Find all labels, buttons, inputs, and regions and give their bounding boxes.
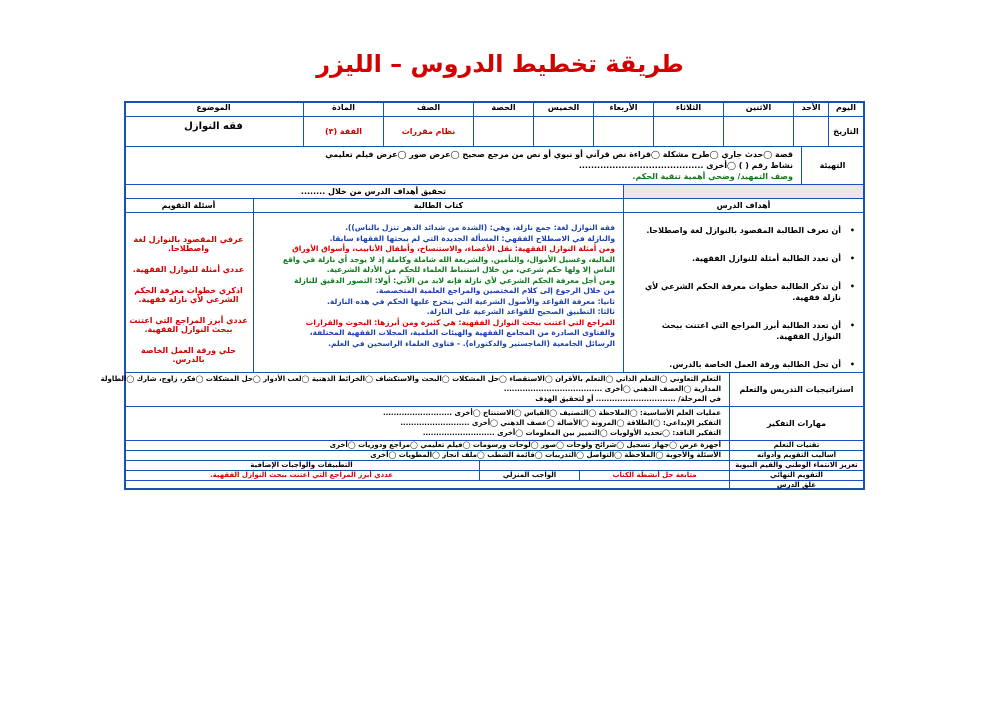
- page-title: طريقة تخطيط الدروس – الليزر: [316, 50, 684, 78]
- assessment-item: حلي ورقة العمل الخاصة بالدرس.: [140, 346, 236, 364]
- col-objectives: أهداف الدرس: [623, 199, 863, 212]
- day-sunday: الأحد: [793, 103, 828, 116]
- col-book: كتاب الطالبة: [253, 199, 623, 212]
- objective-item: • أن تعدد الطالبة أمثلة للنوازل الفقهية.: [633, 253, 855, 264]
- strategies-label: استراتيجيات التدريس والتعلم: [729, 373, 863, 406]
- objective-item: • أن تعرف الطالبة المقصود بالنوازل لغة واصطلاحا.: [633, 225, 855, 236]
- strategies-line-2: المدارية ◯العصف الذهني ◯أخرى .....................................: [503, 385, 721, 393]
- achieve-row: [126, 185, 863, 199]
- thinking-line-1: عمليات العلم الأساسية: ◯الملاحظة ◯التصنيف ◯القياس ◯الاستنتاج ◯أخرى ..........................: [382, 409, 721, 417]
- period-label: الحصة: [473, 103, 533, 116]
- closing-row: [126, 481, 863, 490]
- book-line: والفتاوى الصادرة من المجامع الفقهية والهيئات العلمية، المجلات الفقهية المختلفة،: [309, 328, 615, 337]
- assessment-item: اذكري خطوات معرفة الحكم الشرعي لأي نازلة فقهية.: [134, 286, 243, 304]
- topic-label: الموضوع: [196, 103, 231, 112]
- subject-value: الفقة (٣): [303, 117, 383, 146]
- strategies-line-3: في المرحلة/ .............................. أو لتحقيق الهدف: [535, 395, 721, 403]
- eval-methods-text: الأسئلة والأجوبة ◯الملاحظة ◯التواصل ◯التدريبات ◯قائمة الشطب ◯ملف انجاز ◯المطويات ◯أخرى: [370, 451, 721, 459]
- book-line: الناس إلا ولها حكم شرعي، من خلال استنباط العلماء للحكم من الأدلة الشرعية.: [326, 265, 615, 274]
- book-text: [263, 223, 615, 349]
- techniques-text: أجهزة عرض ◯جهاز تسجيل ◯شرائح ولوحات ◯صور ◯لوحات ورسومات ◯فيلم تعليمي ◯مراجع ودوريات ◯أخرى: [329, 441, 721, 449]
- book-line: المالية، وغسيل الأموال، والتأمين. والشريعة الله شاملة وكاملة إذ لا يوجد أي نازلة في واقع: [282, 254, 615, 264]
- objective-item: • أن تحل الطالبة ورقة العمل الخاصة بالدرس.: [633, 359, 855, 370]
- day-thursday: الخميس: [533, 103, 593, 116]
- content-row: [126, 213, 863, 373]
- assessment-item: عرفي المقصود بالنوازل لغة واصطلاحا.: [133, 235, 244, 253]
- assessment-list: [128, 235, 249, 372]
- strategies-line-1: التعلم التعاوني ◯التعلم الذاتي ◯التعلم بالأقران ◯الاستقصاء ◯حل المشكلات ◯البحث والاستكشاف ◯الخرائط الذهنية ◯لعب الأدوار ◯حل المشكلات ◯فكر، زاوج، شارك ◯الطاولة: [100, 375, 721, 383]
- book-line: ومن أجل معرفة الحكم الشرعي لأي نازلة فإنه لابد من الآتي: أولا: التصور الدقيق للنازلة: [294, 275, 615, 285]
- values-row: [126, 461, 863, 471]
- applications-label: التطبيقات والواجبات الإضافية: [250, 461, 353, 469]
- book-line: ثالثا: التطبيق الصحيح للقواعد الشرعية على النازلة.: [426, 307, 615, 316]
- book-line: الرسائل الجامعية (الماجستير والدكتوراه). - فتاوى العلماء الراسخين في العلم.: [328, 338, 615, 348]
- objective-item: • أن تذكر الطالبة خطوات معرفة الحكم الشرعي لأي نازلة فقهية.: [633, 281, 855, 303]
- techniques-label: تقنيات التعلم: [729, 441, 863, 450]
- objectives-list: [633, 225, 855, 372]
- objective-item: • أن تعدد الطالبة أبرز المراجع التي اعتنت ببحث النوازل الفقهية.: [633, 320, 855, 342]
- eval-methods-label: أساليب التقويم وأدواته: [729, 451, 863, 460]
- thinking-label: مهارات التفكير: [729, 407, 863, 440]
- day-wednesday: الأربعاء: [593, 103, 653, 116]
- book-line: من خلال الرجوع إلى كلام المختصين والمراجع العلمية المتخصصة.: [375, 286, 615, 295]
- achieve-header: تحقيق أهداف الدرس من خلال ........: [300, 187, 447, 196]
- final-row: [126, 471, 863, 481]
- techniques-row: [126, 441, 863, 451]
- book-line: فقه النوازل لغة: جمع نازلة، وهي: (الشدة من شدائد الدهر تنزل بالناس)).: [345, 223, 615, 232]
- intro-row: [126, 147, 863, 185]
- col-assessment: أسئلة التقويم: [161, 201, 216, 210]
- eval-methods-row: [126, 451, 863, 461]
- class-value: نظام مقررات: [383, 117, 473, 146]
- day-label: اليوم: [828, 103, 863, 116]
- columns-row: [126, 199, 863, 213]
- lesson-plan-table: [100, 101, 865, 490]
- closing-label: غلق الدرس: [729, 481, 863, 490]
- follow-up-text: متابعة حل أنشطة الكتاب: [579, 471, 729, 480]
- homework-label: الواجب المنزلي: [479, 471, 579, 480]
- intro-label: التهيئة: [801, 147, 863, 184]
- thinking-line-3: التفكير الناقد: ◯تحديد الأولويات ◯التمييز بين المعلومات ◯أخرى ...........................: [422, 429, 721, 437]
- thinking-line-2: التفكير الإبداعي: ◯الطلاقة ◯المرونة ◯الأصالة ◯عصف الذهني ◯أخرى ..........................: [400, 419, 721, 427]
- subject-label: المادة: [303, 103, 383, 116]
- book-line: ثانيا: معرفة القواعد والأصول الشرعية التي يتخرج عليها الحكم في هذه النازلة.: [327, 296, 615, 306]
- book-line: المراجع التي اعتنت ببحث النوازل الفقهية: هي كثيرة ومن أبرزها: البحوث والقرارات: [305, 317, 615, 327]
- assessment-item: عددي أمثلة للنوازل الفقهية.: [132, 265, 245, 274]
- intro-description: وصف التمهيد/ وضحي أهمية تنقية الحكم.: [632, 172, 793, 181]
- day-monday: الاثنين: [723, 103, 793, 116]
- book-line: والنازلة في الاصطلاح الفقهي: المسألة الجديدة التي لم يبحثها الفقهاء سابقا.: [329, 233, 615, 243]
- class-label: الصف: [383, 103, 473, 116]
- book-line: ومن أمثلة النوازل الفقهية: نقل الأعضاء، والاستنساخ، وأطفال الأنابيب، وأسواق الأوراق: [292, 244, 615, 253]
- values-label: تعزيز الانتماء الوطني والقيم النبوية: [729, 461, 863, 470]
- intro-options-2: نشاط رقم ( ) ◯أخرى .........................................: [578, 161, 793, 170]
- strategies-row: [100, 373, 863, 407]
- assessment-item: عددي أبرز المراجع التي اعتنت ببحث النوازل الفقهية.: [129, 316, 248, 334]
- topic-value: فقه النوازل: [184, 121, 243, 132]
- date-label: التاريخ: [828, 117, 863, 146]
- day-tuesday: الثلاثاء: [653, 103, 723, 116]
- thinking-row: [126, 407, 863, 441]
- days-row: [126, 103, 863, 117]
- final-eval-label: التقويم النهائي: [729, 471, 863, 480]
- date-row: [126, 117, 863, 147]
- intro-options-1: قصة ◯حدث جاري ◯طرح مشكلة ◯قراءة نص قرآني أو نبوي أو نص من مرجع صحيح ◯عرض صور ◯عرض فيلم تعليمي: [325, 150, 793, 159]
- final-eval-value: عددي أبرز المراجع التي اعتنت ببحث النوازل الفقهية.: [209, 471, 394, 479]
